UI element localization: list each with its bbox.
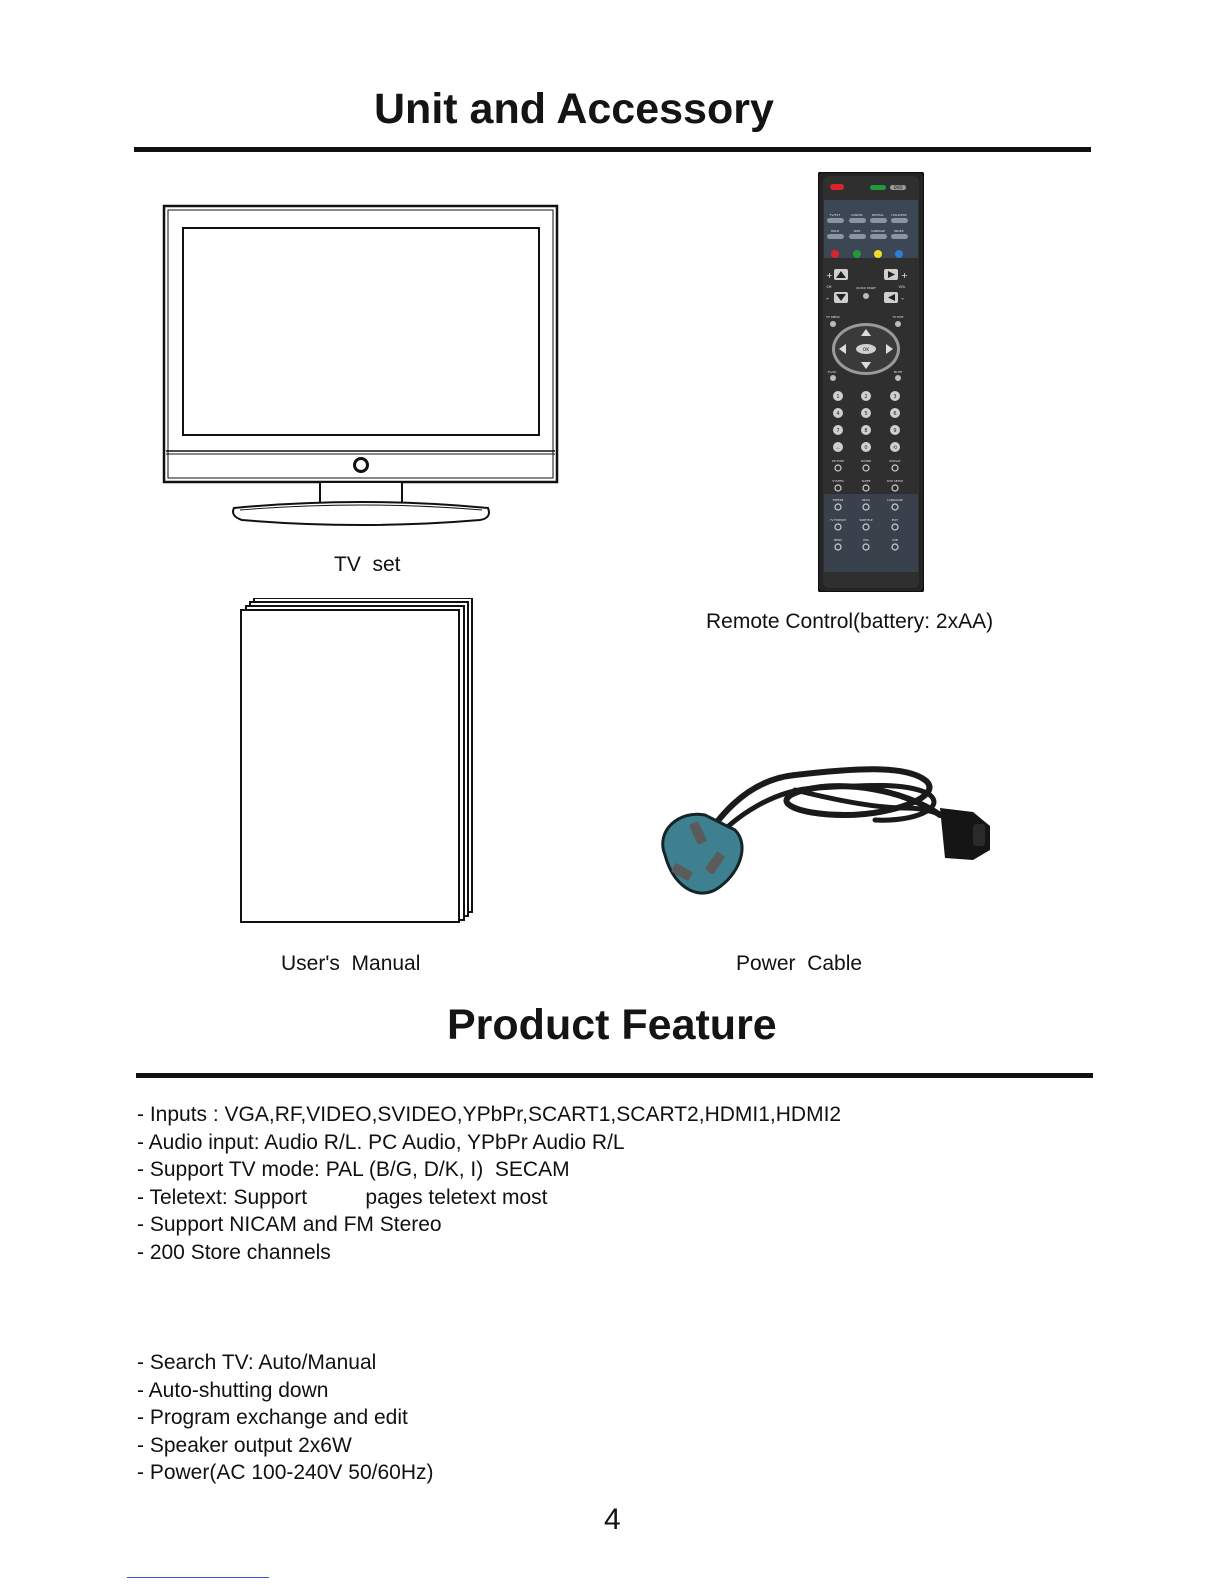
feature-item: - Search TV: Auto/Manual — [137, 1351, 377, 1374]
svg-text:2: 2 — [864, 394, 868, 400]
remote-ok-label: OK — [862, 348, 870, 353]
svg-text:INDEX: INDEX — [894, 229, 904, 233]
svg-text:-: - — [826, 294, 829, 303]
svg-text:9: 9 — [893, 428, 897, 434]
svg-text:6: 6 — [893, 411, 897, 417]
svg-text:SUBTITLE: SUBTITLE — [859, 518, 873, 522]
svg-text:⟲: ⟲ — [892, 445, 898, 451]
section-title-unit-accessory: Unit and Accessory — [374, 85, 774, 133]
section-title-product-feature: Product Feature — [447, 1001, 777, 1049]
svg-text:TV MENU: TV MENU — [826, 315, 840, 319]
svg-text:MUTE: MUTE — [893, 370, 903, 374]
svg-text:TV/TXT: TV/TXT — [829, 213, 841, 217]
svg-text:5: 5 — [864, 411, 868, 417]
feature-item: - Power(AC 100-240V 50/60Hz) — [137, 1461, 434, 1485]
svg-text:PICTURE: PICTURE — [832, 459, 844, 463]
svg-text:4: 4 — [836, 411, 840, 417]
caption-users-manual: User's Manual — [281, 952, 421, 975]
svg-text:QUICK START: QUICK START — [856, 286, 876, 290]
svg-text:EDIT: EDIT — [891, 518, 899, 522]
svg-text:DISPLAY: DISPLAY — [889, 459, 901, 463]
power-cable-illustration — [655, 760, 1005, 900]
svg-text:0: 0 — [864, 445, 868, 451]
svg-text:+: + — [826, 271, 833, 280]
feature-item: - Auto-shutting down — [137, 1378, 329, 1402]
caption-remote-control: Remote Control(battery: 2xAA) — [706, 610, 994, 633]
users-manual-illustration — [240, 598, 476, 924]
svg-text:TV EXIT: TV EXIT — [892, 315, 904, 319]
svg-text:SIZE: SIZE — [853, 229, 861, 233]
feature-item: - Speaker output 2x6W — [137, 1433, 352, 1457]
svg-text:CH: CH — [826, 285, 832, 289]
svg-text:VOL: VOL — [898, 285, 906, 289]
svg-text:CANCEL: CANCEL — [850, 213, 864, 217]
caption-tv-set: TV set — [334, 553, 401, 576]
tv-set-illustration — [160, 200, 562, 530]
svg-text:8: 8 — [864, 428, 868, 434]
feature-item: - Audio input: Audio R/L. PC Audio, YPbPr Audio R/L — [137, 1130, 625, 1154]
feature-list — [137, 1101, 841, 1267]
svg-text:HOLD/MIX: HOLD/MIX — [891, 213, 907, 217]
svg-text:7: 7 — [836, 428, 840, 434]
feature-item: - Teletext: Support pages teletext most — [137, 1185, 548, 1209]
svg-text:SLEEP: SLEEP — [861, 479, 871, 483]
svg-text:USB: USB — [892, 538, 898, 542]
svg-text:-: - — [901, 294, 904, 303]
svg-text:SOUND: SOUND — [860, 459, 872, 463]
svg-text:MENU: MENU — [833, 538, 843, 542]
feature-item: - 200 Store channels — [137, 1240, 331, 1264]
feature-item: - Program exchange and edit — [137, 1406, 408, 1430]
svg-text:HOLD: HOLD — [830, 229, 840, 233]
svg-text:-/--: -/-- — [835, 446, 841, 450]
feature-item: - Support NICAM and FM Stereo — [137, 1213, 442, 1237]
title-divider — [134, 147, 1091, 152]
feature-list — [137, 1349, 433, 1487]
svg-text:PROG: PROG — [862, 498, 870, 502]
feature-item: - Support TV mode: PAL (B/G, D/K, I) SECAM — [137, 1158, 570, 1182]
svg-text:EPG: EPG — [863, 538, 869, 542]
title-divider — [136, 1073, 1093, 1078]
page-number: 4 — [604, 1503, 621, 1536]
svg-text:SYSTEM: SYSTEM — [832, 479, 844, 483]
remote-control-illustration — [818, 172, 924, 592]
footer-link-underline — [127, 1577, 269, 1578]
svg-text:LANGUAGE: LANGUAGE — [887, 498, 903, 502]
svg-text:3: 3 — [893, 394, 897, 400]
svg-text:SUBPAGE: SUBPAGE — [871, 229, 885, 233]
remote-dvd-label: DVD — [893, 185, 903, 190]
svg-text:REVEAL: REVEAL — [872, 213, 884, 217]
feature-item: - Inputs : VGA,RF,VIDEO,SVIDEO,YPbPr,SCART1,SCART2,HDMI1,HDMI2 — [137, 1103, 842, 1126]
svg-text:1: 1 — [836, 394, 840, 400]
svg-text:TV FORMAT: TV FORMAT — [829, 518, 847, 522]
svg-text:FREEZE: FREEZE — [832, 498, 844, 502]
caption-power-cable: Power Cable — [736, 952, 863, 975]
svg-text:DVD SETUP: DVD SETUP — [886, 479, 904, 483]
svg-text:TV/AV: TV/AV — [827, 370, 837, 374]
svg-text:+: + — [901, 271, 908, 280]
